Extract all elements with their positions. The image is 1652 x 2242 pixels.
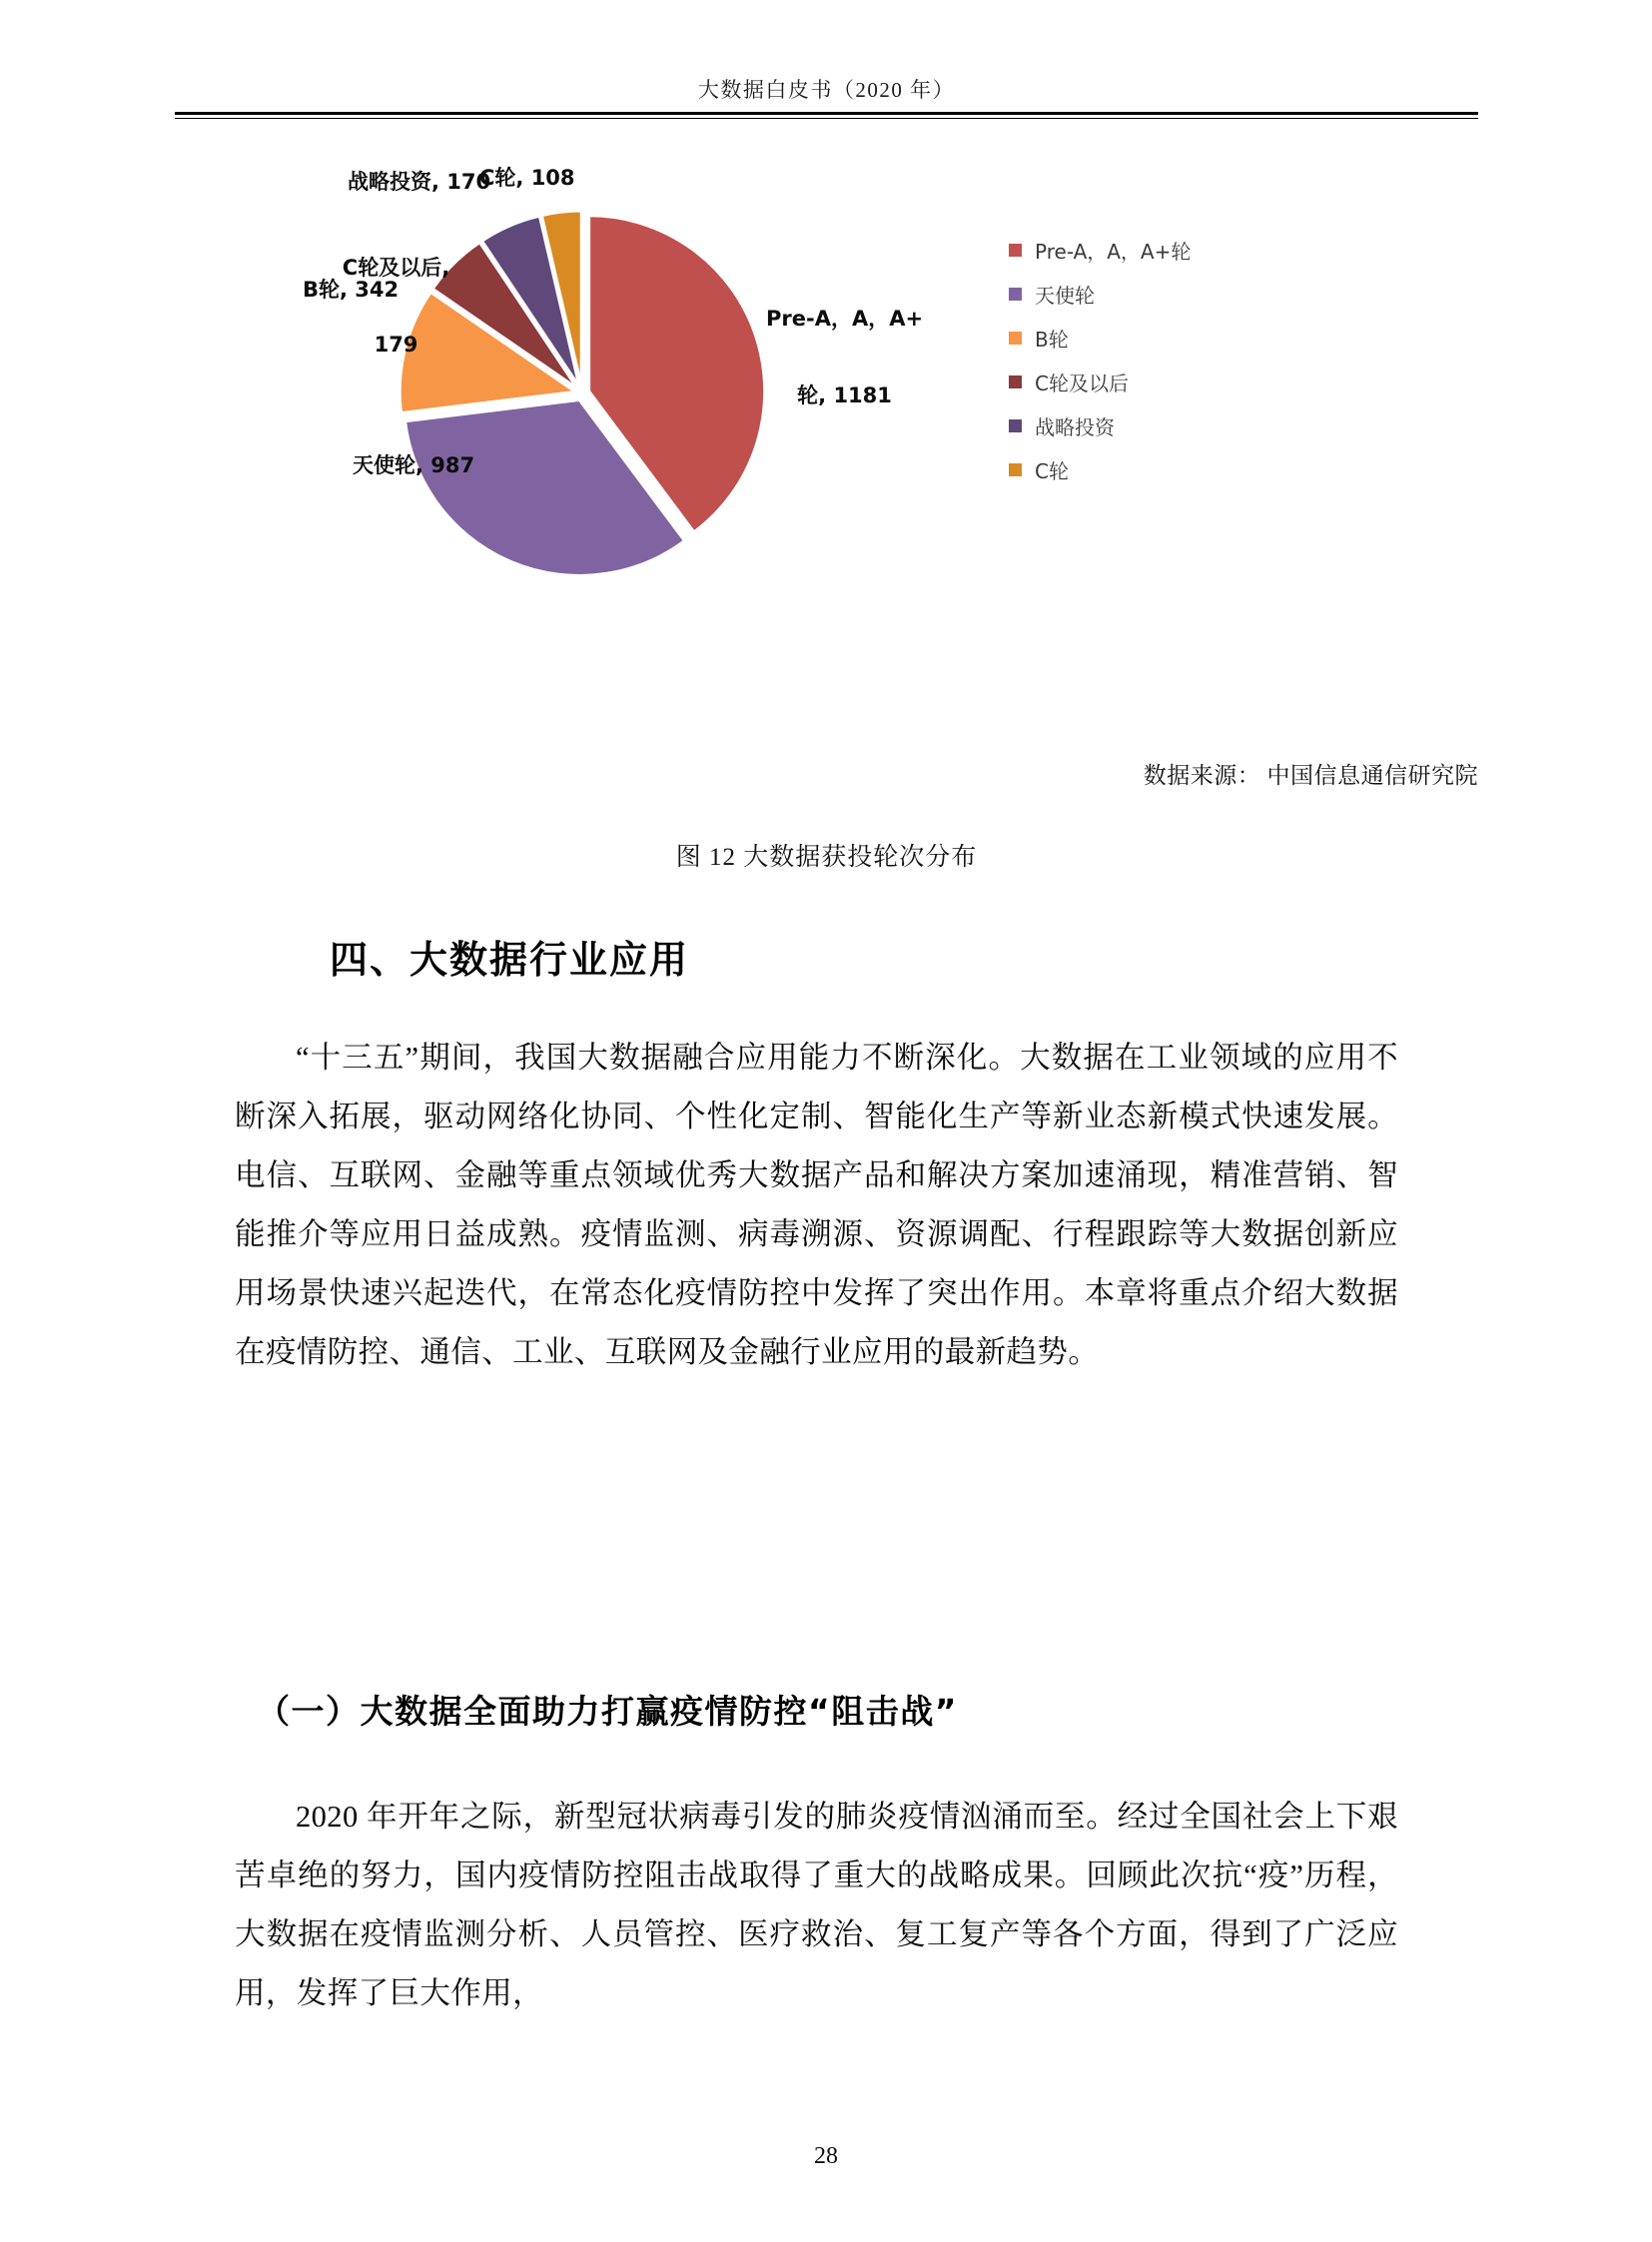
body-paragraph-2	[235, 1788, 1398, 2023]
legend-label: 战略投资	[1035, 414, 1115, 439]
pie-label-c-after-line1: C轮及以后,	[342, 256, 450, 281]
pie-label-c-after-line2: 179	[374, 333, 418, 358]
subsection-heading: （一）大数据全面助力打赢疫情防控“阻击战”	[257, 1692, 958, 1731]
legend-swatch-icon	[1009, 463, 1022, 476]
legend-swatch-icon	[1009, 375, 1022, 388]
legend-label: B轮	[1035, 327, 1069, 352]
legend-swatch-icon	[1009, 288, 1022, 301]
header-rule-thick	[175, 112, 1478, 115]
legend-swatch-icon	[1009, 419, 1022, 432]
section-heading: 四、大数据行业应用	[330, 938, 690, 982]
pie-label-strategic-investment: 战略投资, 170	[348, 170, 491, 194]
figure-source: 数据来源： 中国信息通信研究院	[1143, 763, 1478, 788]
pie-label-angel: 天使轮, 987	[353, 453, 475, 477]
legend-swatch-icon	[1009, 244, 1022, 257]
pie-label-pre-a-line1: Pre-A，A，A+	[766, 307, 924, 332]
legend-label: C轮及以后	[1035, 371, 1129, 395]
legend-row[interactable]	[1009, 316, 1308, 360]
legend-label: C轮	[1035, 458, 1069, 483]
pie-label-pre-a-a-aplus	[766, 256, 923, 460]
legend-row[interactable]	[1009, 403, 1308, 447]
running-header	[175, 78, 1478, 119]
pie-label-b-round: B轮, 342	[303, 278, 400, 302]
figure-12	[175, 150, 1478, 619]
figure-caption: 图 12 大数据获投轮次分布	[675, 844, 978, 871]
legend-row[interactable]	[1009, 272, 1308, 316]
legend-swatch-icon	[1009, 332, 1022, 345]
legend-row[interactable]	[1009, 447, 1308, 491]
legend-label: Pre-A，A，A+轮	[1035, 239, 1192, 264]
pie-label-pre-a-line2: 轮, 1181	[797, 383, 892, 408]
page-number: 28	[814, 2143, 838, 2169]
legend-label: 天使轮	[1035, 283, 1095, 308]
paragraph-text: 2020 年开年之际，新型冠状病毒引发的肺炎疫情汹涌而至。经过全国社会上下艰苦卓绝的努力，国内疫情防控阻击战取得了重大的战略成果。回顾此次抗“疫”历程，大数据在疫情监测分析、人员管控、医疗救治、复工复产等各个方面，得到了广泛应用，发挥了巨大作用，	[235, 1800, 1398, 2010]
paragraph-text: “十三五”期间，我国大数据融合应用能力不断深化。大数据在工业领域的应用不断深入拓展，驱动网络化协同、个性化定制、智能化生产等新业态新模式快速发展。电信、互联网、金融等重点领域优秀大数据产品和解决方案加速涌现，精准营销、智能推介等应用日益成熟。疫情监测、病毒溯源、资源调配、行程跟踪等大数据创新应用场景快速兴起迭代，在常态化疫情防控中发挥了突出作用。本章将重点介绍大数据在疫情防控、通信、工业、互联网及金融行业应用的最新趋势。	[235, 1041, 1398, 1369]
legend-row[interactable]	[1009, 360, 1308, 403]
legend-row[interactable]	[1009, 228, 1308, 272]
body-paragraph-1	[235, 1029, 1398, 1382]
pie-label-c-round-and-after	[314, 205, 478, 409]
running-header-title: 大数据白皮书（2020 年）	[697, 78, 956, 102]
pie-label-c-round: C轮, 108	[479, 166, 575, 190]
pie-legend	[1009, 228, 1308, 491]
header-rule-thin	[175, 118, 1478, 119]
